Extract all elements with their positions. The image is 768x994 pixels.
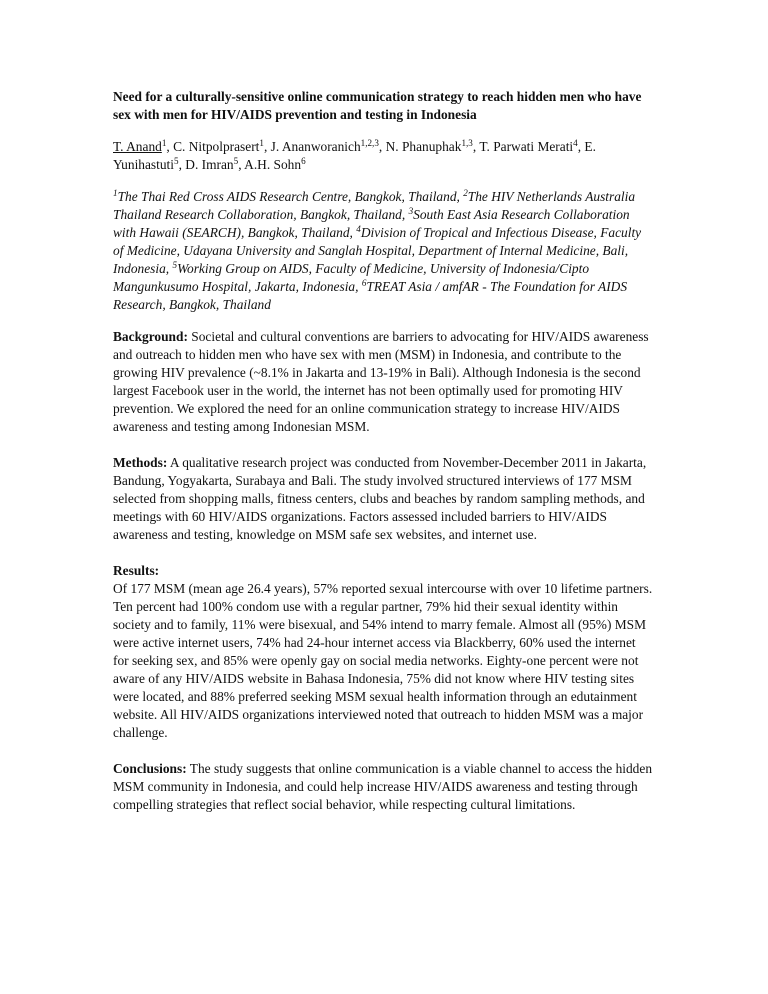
- author-name: A.H. Sohn: [244, 157, 302, 172]
- methods-heading: Methods:: [113, 455, 168, 470]
- author-separator: ,: [472, 139, 480, 154]
- conclusions-heading: Conclusions:: [113, 761, 187, 776]
- author-affiliation-marker: 6: [301, 156, 306, 166]
- affiliation-text: Working Group on AIDS, Faculty of Medicine, University of Indonesia/Cipto Mangunkusumo Hospital, Jakarta, Indonesia,: [113, 261, 590, 294]
- author-separator: ,: [178, 157, 186, 172]
- affiliation-marker: 5: [172, 260, 178, 270]
- author-name: T. Anand: [113, 139, 162, 154]
- affiliation-text: South East Asia Research Collaboration with Hawaii (SEARCH), Bangkok, Thailand,: [113, 207, 630, 240]
- author-separator: ,: [263, 139, 271, 154]
- author-name: J. Ananworanich: [270, 139, 361, 154]
- affiliation-text: The HIV Netherlands Australia Thailand Research Collaboration, Bangkok, Thailand,: [113, 189, 636, 222]
- affiliation-text: The Thai Red Cross AIDS Research Centre, Bangkok, Thailand,: [117, 189, 464, 204]
- affiliations: [113, 188, 653, 314]
- abstract: [113, 88, 653, 832]
- background-text: Societal and cultural conventions are barriers to advocating for HIV/AIDS awareness and outreach to hidden men who have sex with men (MSM) in Indonesia, and contribute to the growing HIV prevalence (~8.1% in Jakarta and 13-19% in Bali). Although Indonesia is the second largest Facebook user in the world, the internet has not been optimally used for promoting HIV prevention. We explored the need for an online communication strategy to increase HIV/AIDS awareness and testing among Indonesian MSM.: [113, 329, 649, 434]
- background-section: [113, 328, 653, 436]
- author-separator: ,: [577, 139, 585, 154]
- author-name: D. Imran: [185, 157, 234, 172]
- affiliation-text: TREAT Asia / amfAR - The Foundation for AIDS Research, Bangkok, Thailand: [113, 279, 628, 312]
- affiliation-marker: 1: [113, 188, 118, 198]
- author-affiliation-marker: 1,2,3: [360, 138, 379, 148]
- affiliation-marker: 4: [356, 224, 361, 234]
- affiliation-marker: 3: [408, 206, 414, 216]
- affiliation-text: Division of Tropical and Infectious Disease, Faculty of Medicine, Udayana University and Sanglah Hospital, Department of Internal Medicine, Bali, Indonesia,: [113, 225, 642, 276]
- author-name: N. Phanuphak: [385, 139, 462, 154]
- paper-title: Need for a culturally-sensitive online communication strategy to reach hidden men who have sex with men for HIV/AIDS prevention and testing in Indonesia: [113, 89, 642, 122]
- affiliation-marker: 6: [361, 278, 367, 288]
- author: [113, 139, 173, 154]
- conclusions-section: [113, 760, 653, 814]
- author-affiliation-marker: 1: [259, 138, 264, 148]
- author: [173, 139, 271, 154]
- author: [271, 139, 386, 154]
- author-separator: ,: [166, 139, 174, 154]
- author-separator: ,: [378, 139, 386, 154]
- author-affiliation-marker: 1,3: [461, 138, 473, 148]
- author-name: C. Nitpolprasert: [173, 139, 260, 154]
- author-affiliation-marker: 1: [161, 138, 167, 148]
- methods-section: [113, 454, 653, 544]
- author: [185, 157, 244, 172]
- results-section: [113, 562, 653, 742]
- results-text: Of 177 MSM (mean age 26.4 years), 57% reported sexual intercourse with over 10 lifetime partners. Ten percent had 100% condom use with a regular partner, 79% hid their sexual identity within society and to family, 11% were bisexual, and 54% intend to marry female. Almost all (95%) MSM were active internet users, 74% had 24-hour internet access via Blackberry, 60% used the internet for seeking sex, and 85% were openly gay on social media networks. Eighty-one percent were not aware of any HIV/AIDS website in Bahasa Indonesia, 75% did not know where HIV testing sites were located, and 88% preferred seeking MSM sexual health information through an edutainment website. All HIV/AIDS organizations interviewed noted that outreach to hidden MSM was a major challenge.: [113, 581, 653, 740]
- affiliation-marker: 2: [463, 188, 468, 198]
- results-heading: Results:: [113, 563, 160, 578]
- conclusions-text: The study suggests that online communication is a viable channel to access the hidden MSM community in Indonesia, and could help increase HIV/AIDS awareness and testing through compelling strategies that reflect social behavior, while respecting cultural limitations.: [113, 761, 653, 812]
- author-separator: ,: [238, 157, 245, 172]
- author: [479, 139, 584, 154]
- author: [244, 157, 305, 172]
- author-name: E. Yunihastuti: [113, 139, 596, 172]
- background-heading: Background:: [113, 329, 188, 344]
- author-affiliation-marker: 5: [233, 156, 239, 166]
- author-affiliation-marker: 4: [573, 138, 578, 148]
- author-affiliation-marker: 5: [174, 156, 179, 166]
- author: [386, 139, 480, 154]
- methods-text: A qualitative research project was conducted from November-December 2011 in Jakarta, Bandung, Yogyakarta, Surabaya and Bali. The study involved structured interviews of 177 MSM selected from shopping malls, fitness centers, clubs and beaches by random sampling methods, and meetings with 60 HIV/AIDS organizations. Factors assessed included barriers to HIV/AIDS awareness and testing, knowledge on MSM safe sex websites, and internet use.: [113, 455, 647, 542]
- author-list: [113, 138, 653, 174]
- author-name: T. Parwati Merati: [479, 139, 574, 154]
